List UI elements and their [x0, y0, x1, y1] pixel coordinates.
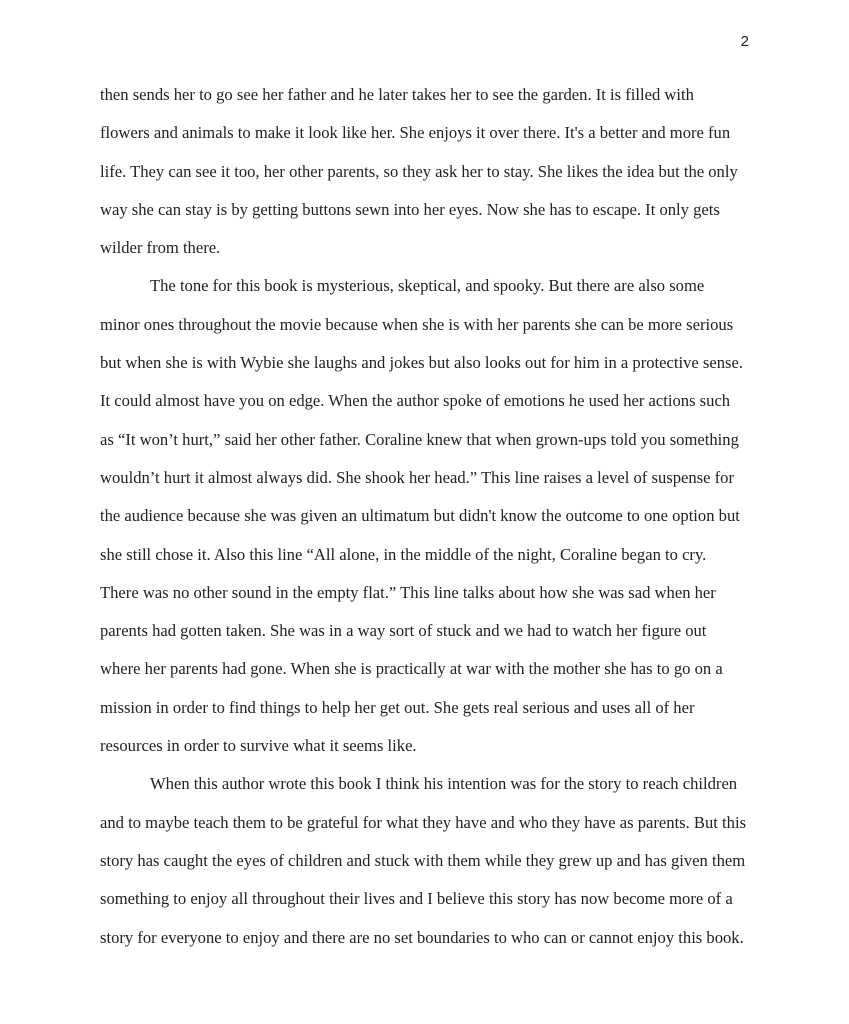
text-line: way she can stay is by getting buttons sewn into her eyes. Now she has to escape. It only gets	[100, 199, 720, 219]
text-line: There was no other sound in the empty flat.” This line talks about how she was sad when her	[100, 582, 716, 602]
paragraph-first-line: The tone for this book is mysterious, skeptical, and spooky. But there are also some	[150, 276, 705, 296]
text-line: wilder from there.	[100, 238, 221, 258]
text-line: wouldn’t hurt it almost always did. She shook her head.” This line raises a level of suspense for	[100, 467, 734, 487]
text-line: flowers and animals to make it look like her. She enjoys it over there. It's a better and more fun	[100, 123, 731, 143]
text-line: then sends her to go see her father and he later takes her to see the garden. It is filled with	[100, 85, 694, 104]
text-line: she still chose it. Also this line “All alone, in the middle of the night, Coraline began to cry.	[100, 544, 707, 564]
text-line: where her parents had gone. When she is practically at war with the mother she has to go on a	[100, 659, 723, 679]
text-line: minor ones throughout the movie because when she is with her parents she can be more serious	[100, 314, 734, 334]
text-line: mission in order to find things to help her get out. She gets real serious and uses all of her	[100, 697, 695, 717]
text-line: story has caught the eyes of children and stuck with them while they grew up and has given them	[100, 850, 746, 870]
text-line: but when she is with Wybie she laughs and jokes but also looks out for him in a protective sense.	[100, 353, 743, 373]
text-line: It could almost have you on edge. When the author spoke of emotions he used her actions such	[100, 391, 731, 411]
text-line: and to maybe teach them to be grateful for what they have and who they have as parents. But this	[100, 812, 747, 832]
page-number: 2	[740, 33, 749, 50]
text-line: parents had gotten taken. She was in a way sort of stuck and we had to watch her figure out	[100, 621, 707, 641]
text-line: resources in order to survive what it seems like.	[100, 736, 417, 756]
text-line: story for everyone to enjoy and there are no set boundaries to who can or cannot enjoy this book.	[100, 927, 744, 947]
text-line: something to enjoy all throughout their lives and I believe this story has now become more of a	[100, 889, 733, 909]
paragraph-first-line: When this author wrote this book I think his intention was for the story to reach children	[150, 774, 738, 794]
text-line: life. They can see it too, her other parents, so they ask her to stay. She likes the idea but the only	[100, 161, 738, 181]
text-line: the audience because she was given an ultimatum but didn't know the outcome to one option but	[100, 506, 740, 526]
essay-body	[100, 76, 752, 957]
text-line: as “It won’t hurt,” said her other father. Coraline knew that when grown-ups told you something	[100, 429, 739, 449]
